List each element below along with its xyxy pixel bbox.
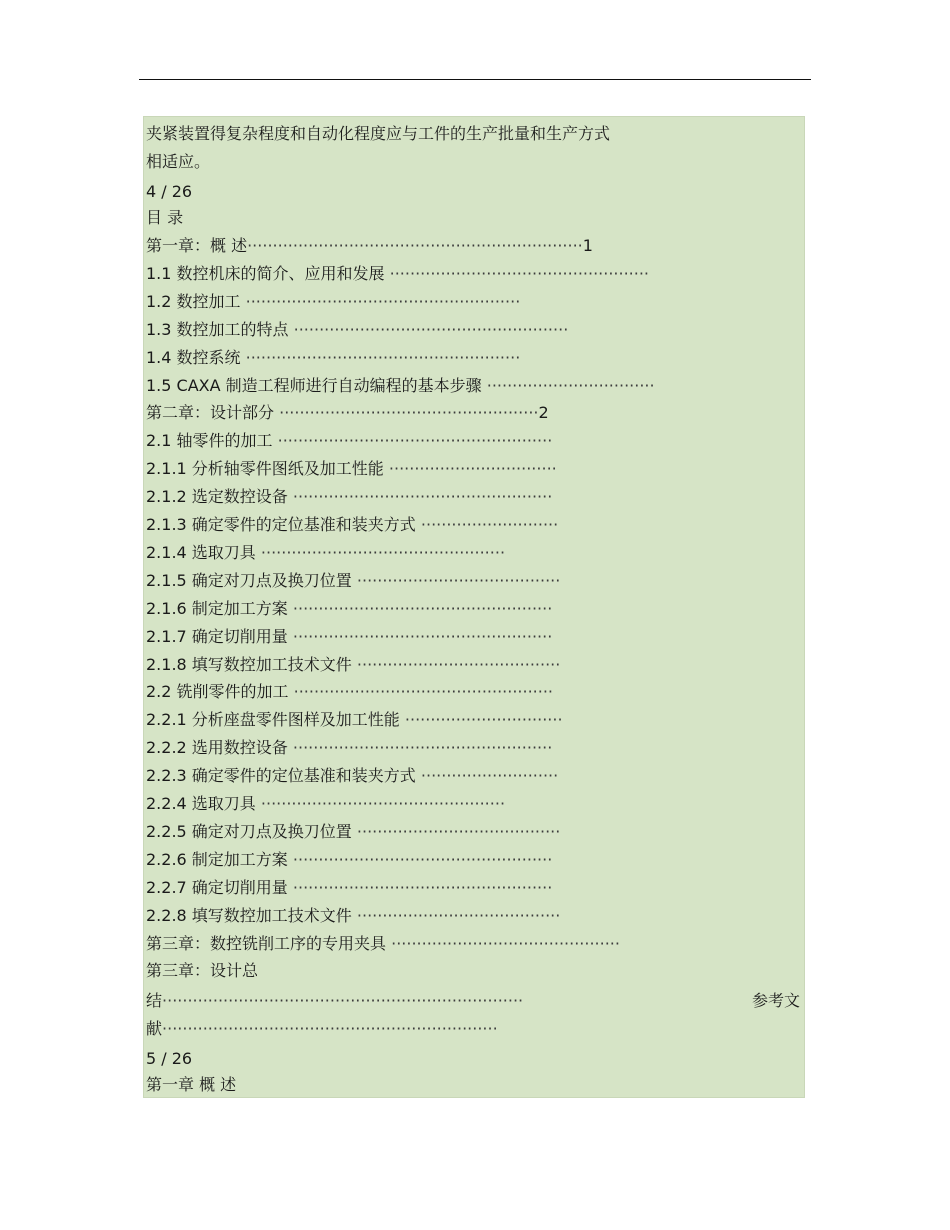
- toc-entry-text: 2.1.5 确定对刀点及换刀位置: [146, 570, 352, 590]
- toc-entry-leader: ···················································: [287, 738, 553, 758]
- toc-entry: [146, 264, 649, 284]
- intro-line-2: 相适应。: [146, 152, 211, 171]
- toc-entry-text: 2.1.2 选定数控设备: [146, 487, 288, 507]
- toc-entry-leader: ···················································: [287, 598, 553, 618]
- toc-entry-text: 2.2.5 确定对刀点及换刀位置: [146, 821, 352, 841]
- toc-entry-text: 1.5 CAXA 制造工程师进行自动编程的基本步骤: [146, 375, 482, 395]
- toc-summary-text: 结: [146, 991, 163, 1010]
- toc-entry: [146, 934, 620, 954]
- toc-references-line: [146, 1019, 498, 1039]
- toc-entry: [146, 961, 258, 981]
- toc-entry-leader: ···················································: [384, 263, 650, 283]
- toc-entry-text: 2.2.1 分析座盘零件图样及加工性能: [146, 710, 400, 730]
- toc-entry: [146, 599, 552, 619]
- toc-entry: [146, 822, 560, 842]
- toc-entry: [146, 236, 593, 256]
- toc-entry: [146, 376, 655, 396]
- toc-entry-leader: ·································: [481, 375, 655, 395]
- toc-entry: [146, 348, 520, 368]
- toc-entry-leader: ···················································: [287, 626, 553, 646]
- toc-entry-leader: ···················································: [287, 849, 553, 869]
- toc-entry-leader: ······················································: [240, 347, 521, 367]
- toc-summary-right: 参考文: [751, 991, 800, 1010]
- toc-entry: [146, 627, 552, 647]
- toc-entry: [146, 710, 563, 730]
- toc-entry-leader: ·············································: [386, 933, 620, 953]
- toc-entry-text: 第三章：设计总: [146, 961, 259, 981]
- toc-entry: [146, 906, 560, 926]
- toc-entry-leader: ···························: [415, 515, 559, 534]
- toc-entry-text: 2.1.7 确定切削用量: [146, 626, 288, 646]
- toc-entry: [146, 794, 505, 814]
- toc-entry-text: 第二章：设计部分: [146, 403, 275, 423]
- toc-entry-text: 2.1.1 分析轴零件图纸及加工性能: [146, 459, 384, 479]
- toc-entry-leader: ···················································: [287, 487, 553, 507]
- toc-entry-text: 2.2.7 确定切削用量: [146, 877, 288, 897]
- toc-entry-text: 2.1.8 填写数控加工技术文件: [146, 654, 352, 674]
- toc-entry-leader: ···················································: [287, 877, 553, 897]
- page-number-5: 5 / 26: [146, 1049, 193, 1068]
- header-rule: [139, 79, 811, 80]
- toc-entry: [146, 850, 552, 870]
- toc-entry-text: 2.2.8 填写数控加工技术文件: [146, 905, 352, 925]
- toc-entry-text: 2.1 轴零件的加工: [146, 431, 273, 451]
- toc-entry-text: 第一章：概 述: [146, 236, 248, 255]
- page-number-4: 4 / 26: [146, 182, 193, 201]
- toc-summary-leader: ·······································································: [162, 991, 524, 1010]
- toc-entry-leader: ················································: [255, 542, 506, 562]
- toc-entry-text: 1.3 数控加工的特点: [146, 319, 289, 339]
- toc-entry: [146, 655, 560, 675]
- toc-entry: [146, 543, 505, 563]
- toc-entry-text: 2.1.6 制定加工方案: [146, 598, 288, 618]
- toc-entry-text: 1.1 数控机床的简介、应用和发展: [146, 263, 385, 283]
- toc-entry: [146, 682, 553, 702]
- toc-entry-leader: ······················································: [240, 291, 521, 311]
- toc-entry-text: 1.2 数控加工: [146, 291, 241, 311]
- toc-entry: [146, 878, 552, 898]
- toc-entry-leader: ······················································: [288, 319, 569, 339]
- toc-entry-text: 2.2 铣削零件的加工: [146, 682, 289, 702]
- toc-entry-text: 2.2.2 选用数控设备: [146, 738, 288, 758]
- toc-entry-leader: ················································: [255, 794, 506, 813]
- toc-summary-line: [146, 991, 523, 1011]
- toc-entry-page: 2: [538, 403, 549, 423]
- toc-entry: [146, 515, 558, 535]
- toc-entry: [146, 320, 568, 340]
- toc-entry: [146, 403, 549, 423]
- toc-entry: [146, 738, 552, 758]
- toc-entry-leader: ········································: [351, 905, 561, 925]
- toc-entry-leader: ······················································: [272, 431, 553, 451]
- chapter1-heading: 第一章 概 述: [146, 1075, 237, 1094]
- toc-entry: [146, 292, 520, 312]
- toc-entry-text: 2.2.3 确定零件的定位基准和装夹方式: [146, 766, 416, 786]
- toc-entry-leader: ········································: [351, 570, 561, 590]
- toc-entry-leader: ···················································: [288, 682, 554, 702]
- intro-line-1: 夹紧装置得复杂程度和自动化程度应与工件的生产批量和生产方式: [146, 124, 611, 143]
- toc-entry-leader: ·······························: [399, 710, 563, 730]
- toc-entry-text: 2.1.4 选取刀具: [146, 542, 256, 562]
- toc-entry-text: 2.2.6 制定加工方案: [146, 849, 288, 869]
- toc-entry-text: 2.2.4 选取刀具: [146, 794, 256, 813]
- toc-entry-text: 2.1.3 确定零件的定位基准和装夹方式: [146, 515, 416, 534]
- document-panel: [143, 116, 805, 1098]
- toc-entry-leader: ··································································: [247, 236, 583, 255]
- toc-entry-leader: ···························: [415, 766, 559, 786]
- toc-entry-page: 1: [582, 236, 593, 255]
- toc-title: 目 录: [146, 208, 184, 227]
- toc-entry-leader: ········································: [351, 654, 561, 674]
- toc-references-leader: ··································································: [162, 1019, 498, 1038]
- toc-entry-leader: ·································: [383, 459, 557, 479]
- toc-references-text: 献: [146, 1019, 163, 1038]
- toc-entry-text: 1.4 数控系统: [146, 347, 241, 367]
- toc-entry: [146, 459, 557, 479]
- toc-entry: [146, 766, 558, 786]
- toc-entry-text: 第三章：数控铣削工序的专用夹具: [146, 933, 387, 953]
- toc-entry: [146, 571, 560, 591]
- toc-entry: [146, 431, 552, 451]
- toc-entry-leader: ···················································: [274, 403, 539, 423]
- toc-entry: [146, 487, 552, 507]
- toc-entry-leader: ········································: [351, 821, 561, 841]
